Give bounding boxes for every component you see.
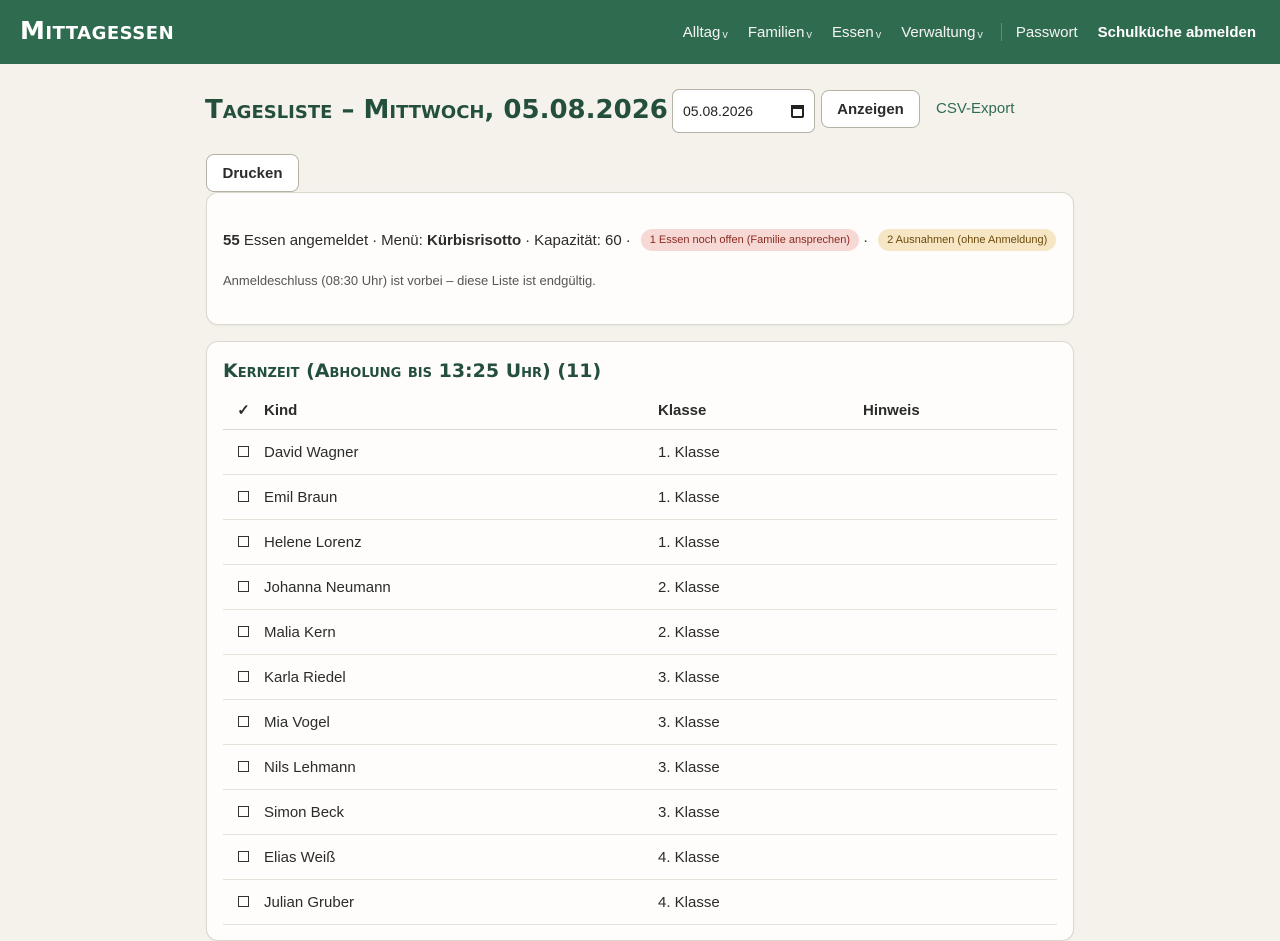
- kernzeit-card: [206, 341, 1074, 941]
- child-name: Helene Lorenz: [264, 520, 658, 565]
- table-row: [223, 565, 1057, 610]
- child-name: Emil Braun: [264, 475, 658, 520]
- menu-label: Menü:: [381, 231, 423, 249]
- chevron-down-icon: v: [806, 29, 812, 41]
- child-name: Johanna Neumann: [264, 565, 658, 610]
- page-title: Tagesliste – Mittwoch, 05.08.2026: [205, 95, 668, 125]
- child-note: [863, 565, 1057, 610]
- menu-name: Kürbisrisotto: [426, 231, 522, 249]
- child-note: [863, 610, 1057, 655]
- main-nav: [663, 0, 1256, 64]
- nav-familien-label: Familien: [747, 23, 805, 41]
- child-name: Elias Weiß: [264, 835, 658, 880]
- section-title: Kernzeit (Abholung bis 13:25 Uhr) (11): [223, 360, 602, 382]
- child-class: 1. Klasse: [658, 430, 863, 475]
- capacity: Kapazität: 60: [534, 231, 622, 249]
- child-name: Mia Vogel: [264, 700, 658, 745]
- logout-link[interactable]: Schulküche abmelden: [1097, 23, 1256, 41]
- table-row: [223, 745, 1057, 790]
- child-class: 4. Klasse: [658, 880, 863, 925]
- column-header-class: Klasse: [658, 391, 863, 430]
- exceptions-badge: 2 Ausnahmen (ohne Anmeldung): [878, 229, 1056, 251]
- separator: ·: [372, 231, 378, 249]
- child-class: 3. Klasse: [658, 700, 863, 745]
- table-row: [223, 430, 1057, 475]
- table-row: [223, 475, 1057, 520]
- child-note: [863, 475, 1057, 520]
- child-note: [863, 745, 1057, 790]
- chevron-down-icon: v: [977, 29, 983, 41]
- child-note: [863, 835, 1057, 880]
- children-table: [223, 391, 1057, 925]
- child-name: Nils Lehmann: [264, 745, 658, 790]
- nav-essen[interactable]: [832, 23, 881, 41]
- child-note: [863, 430, 1057, 475]
- table-row: [223, 790, 1057, 835]
- checkbox[interactable]: [238, 896, 249, 907]
- meal-count: 55: [223, 231, 240, 249]
- separator: ·: [625, 231, 631, 249]
- table-row: [223, 835, 1057, 880]
- child-class: 4. Klasse: [658, 835, 863, 880]
- checkbox[interactable]: [238, 716, 249, 727]
- column-header-note: Hinweis: [863, 391, 1057, 430]
- column-header-name: Kind: [264, 391, 658, 430]
- table-row: [223, 610, 1057, 655]
- meal-count-text: Essen angemeldet: [243, 231, 369, 249]
- child-name: Malia Kern: [264, 610, 658, 655]
- child-class: 3. Klasse: [658, 655, 863, 700]
- password-link[interactable]: Passwort: [1015, 23, 1078, 41]
- child-class: 3. Klasse: [658, 790, 863, 835]
- checkbox[interactable]: [238, 446, 249, 457]
- child-class: 1. Klasse: [658, 520, 863, 565]
- child-note: [863, 880, 1057, 925]
- open-meals-badge: 1 Essen noch offen (Familie ansprechen): [641, 229, 859, 251]
- checkbox[interactable]: [238, 491, 249, 502]
- separator: ·: [525, 231, 531, 249]
- child-note: [863, 790, 1057, 835]
- calendar-icon[interactable]: [791, 105, 804, 118]
- brand-logo[interactable]: Mittagessen: [20, 16, 175, 45]
- checkbox[interactable]: [238, 851, 249, 862]
- nav-verwaltung-label: Verwaltung: [901, 23, 976, 41]
- child-class: 2. Klasse: [658, 610, 863, 655]
- child-note: [863, 520, 1057, 565]
- checkbox[interactable]: [238, 536, 249, 547]
- deadline-note: Anmeldeschluss (08:30 Uhr) ist vorbei – diese Liste ist endgültig.: [223, 273, 596, 288]
- child-name: David Wagner: [264, 430, 658, 475]
- checkbox[interactable]: [238, 761, 249, 772]
- separator: ·: [863, 231, 869, 249]
- table-row: [223, 520, 1057, 565]
- print-button[interactable]: Drucken: [206, 154, 299, 192]
- table-row: [223, 655, 1057, 700]
- column-header-check: ✓: [223, 391, 264, 430]
- nav-verwaltung[interactable]: [901, 23, 983, 41]
- date-input-value: 05.08.2026: [683, 103, 754, 119]
- nav-alltag-label: Alltag: [682, 23, 721, 41]
- table-header-row: [223, 391, 1057, 430]
- child-class: 1. Klasse: [658, 475, 863, 520]
- checkbox[interactable]: [238, 671, 249, 682]
- checkbox[interactable]: [238, 626, 249, 637]
- top-navigation-bar: [0, 0, 1280, 64]
- child-note: [863, 655, 1057, 700]
- summary-card: [206, 192, 1074, 325]
- nav-alltag[interactable]: [683, 23, 728, 41]
- child-name: Karla Riedel: [264, 655, 658, 700]
- summary-line: [223, 229, 1056, 251]
- checkbox[interactable]: [238, 806, 249, 817]
- table-row: [223, 700, 1057, 745]
- table-row: [223, 880, 1057, 925]
- child-note: [863, 700, 1057, 745]
- child-name: Julian Gruber: [264, 880, 658, 925]
- show-button[interactable]: Anzeigen: [821, 90, 920, 128]
- date-input[interactable]: [672, 89, 815, 133]
- child-class: 2. Klasse: [658, 565, 863, 610]
- nav-familien[interactable]: [748, 23, 812, 41]
- nav-divider: [1001, 23, 1002, 41]
- chevron-down-icon: v: [722, 29, 728, 41]
- nav-essen-label: Essen: [832, 23, 874, 41]
- csv-export-link[interactable]: CSV-Export: [936, 100, 1015, 117]
- child-class: 3. Klasse: [658, 745, 863, 790]
- checkbox[interactable]: [238, 581, 249, 592]
- chevron-down-icon: v: [875, 29, 882, 41]
- child-name: Simon Beck: [264, 790, 658, 835]
